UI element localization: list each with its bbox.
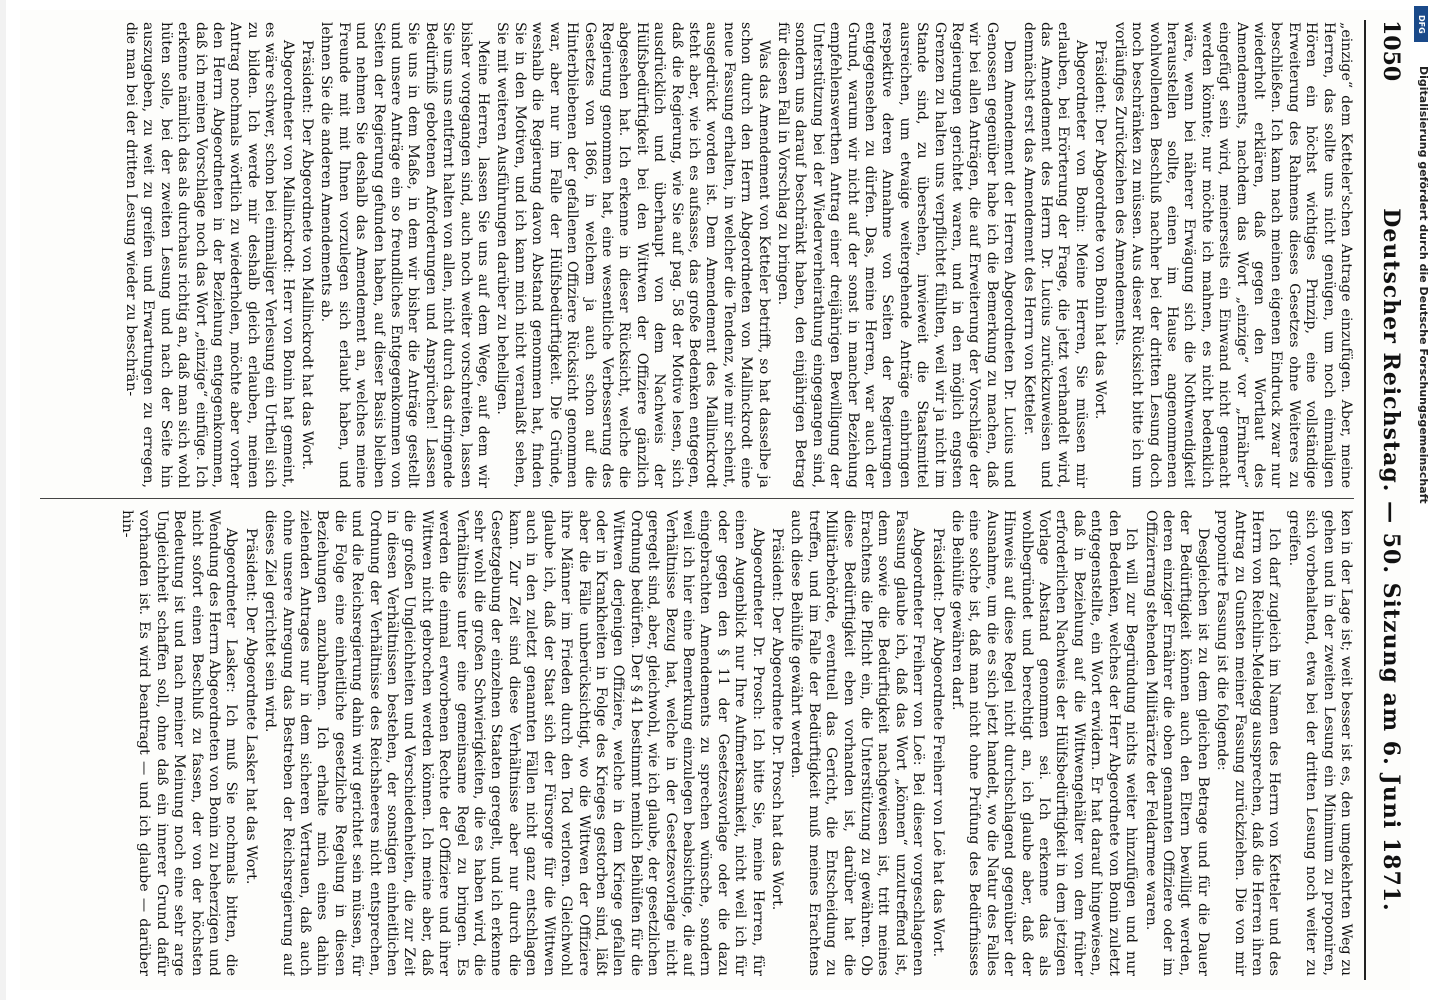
paragraph: Abgeordneter Dr. Prosch: Ich bitte Sie, meine Herren, für einen Augenblick nur Ihre Aufmerksamkeit, nicht weil ich für oder gegen den § 11 der Gesetzesvorlage oder die dazu eingebrachten Amendements zu sprechen wünsche, sondern weil ich hier eine Bemerkung einzulegen beabsichtige, die auf Verhältnisse Bezug hat, welche in der Gesetzesvorlage nicht geregelt sind, aber, gleichwohl, wie ich glaube, der gesetzlichen Ordnung bedürfen. Der § 41 bestimmt nemlich Beihülfen für die Wittwen derjenigen Offiziere, welche in dem Kriege gefallen oder in Krankheiten in Folge des Krieges gestorben sind, läßt aber die Fälle unberücksichtigt, wo die Wittwen der Offiziere ihre Männer im Frieden durch den Tod verloren. Gleichwohl glaube ich, daß der Staat sich der Fürsorge für die Wittwen auch in den zuletzt genannten Fällen nicht ganz entschlagen kann. Zur Zeit sind diese Verhältnisse aber nur durch die Gesetzgebung der einzelnen Staaten geregelt, und ich erkenne sehr wohl die großen Schwierigkeiten, die es haben wird, die Verhältnisse unter eine gemeinsame Regel zu bringen. Es werden die einmal erworbenen Rechte der Offiziere und ihrer Wittwen nicht gebrochen werden können. Ich meine aber, daß die großen Ungleichheiten und Verschiedenheiten, die zur Zeit in diesen Verhältnissen bestehen, der sonstigen einheitlichen Ordnung der Verhältnisse des Reichsheeres nicht entsprechen, und die Reichsregierung dahin wird gerichtet sein müssen, für die Folge eine einheitliche gesetzliche Regelung in diesen Beziehungen anzubahnen. Ich erhalte mich eines dahin zielenden Antrages nur in dem sicheren Vertrauen, daß auch ohne unsere Anregung das Bestreben der Reichsregierung auf dieses Ziel gerichtet sein wird. (262, 510, 766, 976)
credit-text: Digitalisierung gefördert durch die Deutsche Forschungsgemeinschaft (1417, 66, 1430, 504)
paragraph: Präsident: Der Abgeordnete Lasker hat das Wort. (242, 528, 259, 885)
paragraph: Ich darf zugleich im Namen des Herrn von Ketteler und des Herrn von Reichlin-Meldegg aussprechen, daß die Herren ihren Antrag zu Gunsten meiner Fassung zurückziehen. Die von mir proponirte Fassung ist die folgende: (1214, 510, 1283, 976)
digitization-credit (1410, 6, 1432, 991)
paragraph: ken in der Lage ist; weit besser ist es, den umgekehrten Weg zu gehen und in der zweiten Lesung ein Minimum zu proponiren, sich vorbehaltend, etwa bei der dritten Lesung noch weiter zu greifen. (1285, 510, 1354, 976)
paragraph: Abgeordneter Lasker: Ich muß Sie nochmals bitten, die Wendung des Herrn Abgeordneten von Bonin zu beherzigen und nicht sofort einen Beschluß zu fassen, der von der höchsten Bedeutung ist und nach meiner Meinung noch eine sehr arge Ungleichheit schaffen soll, ohne daß ein innerer Grund dafür vorhanden ist. Es wird beantragt — und ich glaube — darüber hin- (118, 510, 240, 976)
paragraph: Präsident: Der Abgeordnete Dr. Prosch hat das Wort. (769, 528, 785, 911)
dfg-logo: DFG (1414, 6, 1428, 42)
left-column (40, 22, 1354, 488)
scan-edge (0, 0, 6, 1000)
paragraph: Präsident: Der Abgeordnete Freiherr von Loë hat das Wort. (929, 528, 946, 958)
paragraph: Abgeordneter von Mallinckrodt: Herr von Bonin hat gemeint, es wäre schwer, schon bei einmaliger Verlesung ein Urtheil sich zu bilden. Ich werde mir deshalb gleich erlauben, meinen Antrag nochmals wörtlich zu wiederholen, möchte aber vorher den Herrn Abgeordneten in der Beziehung entgegenkommen, daß ich meinen Vorschlage noch das Wort „einzige“ einfüge. Ich erkenne nämlich das als durchaus richtig an, daß man sich wohl hüten solle, bei der zweiten Lesung und nach der Seite hin auszugeben, zu weit zu greifen und Erwartungen zu erregen, die man bei der dritten Lesung wieder zu beschrän- (122, 22, 296, 488)
paragraph: Dem Amendement der Herren Abgeordneten Dr. Lucius und Genossen gegenüber habe ich die Bemerkung zu machen, daß wir bei allen Anträgen, die auf Erweiterung der Vorschläge der Regierungen gerichtet waren, und in den möglich engsten Grenzen zu halten uns verpflichtet fühlten, weil wir ja nicht im Stande sind, zu übersehen, inwieweit die Staatsmittel ausreichen, um etwaige weitergehende Anträge einbringen respektive deren Annahme von Seiten der Regierungen entgegensehen zu dürfen. Das, meine Herren, war auch der Grund, warum wir nicht auf der sonst in mancher Beziehung empfehlenswerthen Antrag einer dreijährigen Bewilligung der Unterstützung bei der Wiederverheirathung eingegangen sind, sondern uns darauf beschränkt haben, den einjährigen Betrag für diesen Fall in Vorschlag zu bringen. (775, 22, 1018, 488)
page-title: Deutscher Reichstag. — 50. Sitzung am 6. Juni 1871. (1378, 208, 1404, 912)
paragraph: Präsident: Der Abgeordnete von Bonin hat das Wort. (1092, 40, 1109, 420)
paragraph: Abgeordneter von Bonin: Meine Herren, Sie müssen mir erlauben, bei Erörterung der Frage, die jetzt verhandelt wird, das Amendement des Herrn Dr. Lucius zurückzuweisen und demnächst erst das Amendement des Herrn von Ketteler. (1020, 22, 1089, 488)
paragraph: „einzige“ dem Ketteler'schen Antrage einzufügen. Aber, meine Herren, das sollte uns nicht genügen, um noch einmaligen Hören ein höchst wichtiges Prinzip, eine vollständige Erweiterung des Rahmens dieses Gesetzes ohne Weiteres zu beschließen. Ich kann nach meinen eigenen Eindruck zwar nur wiederholt erklären, daß gegen den Wortlaut des Amendements, nachdem das Wort „einzige“ vor „Ernährer“ eingefügt sein wird, meinerseits ein Einwand nicht gemacht werden könnte; nur möchte ich mahnen, es nicht bedenklich wäre, wenn bei näherer Erwägung sich die Nothwendigkeit herausstellen sollte, einen im Hause angenommenen wohlwollenden Beschluß nachher bei der dritten Lesung doch noch beschränken zu müssen. Aus dieser Rücksicht bitte ich um vorläufiges Zurückziehen des Amendements. (1111, 22, 1354, 488)
right-column (40, 510, 1354, 976)
paragraph: Abgeordneter Freiherr von Loë: Bei dieser vorgeschlagenen Fassung glaube ich, daß das Wort „können“ unzutreffend ist, denn sowie die Bedürftigkeit nachgewiesen ist, tritt meines Erachtens die Pflicht ein, die Unterstützung zu gewähren. Ob diese Bedürftigkeit eben vorhanden ist, darüber hat die Militärbehörde, eventuell das Gericht, die Entscheidung zu treffen, und im Falle der Bedürftigkeit muß meines Erachtens auch diese Beihülfe gewährt werden. (788, 510, 927, 976)
document-page (20, 10, 1410, 990)
paragraph: Was das Amendement von Ketteler betrifft, so hat dasselbe ja schon durch den Herrn Abgeordneten von Mallinckrodt eine neue Fassung erhalten, in welcher die Tendenz, wie mir scheint, ausgedrückt worden ist. Dem Amendement des Mallinckrodt steht aber, wie ich es aufsasse, das große Bedenken entgegen, daß die Regierung, wie Sie auf pag. 58 der Motive lesen, sich ausdrücklich und überhaupt von dem Nachweis der Hülfsbedürftigkeit bei den Wittwen der Offiziere gänzlich abgesehen hat. Ich erkenne in dieser Rücksicht, welche die Regierung genommen hat, eine wesentliche Verbesserung des Gesetzes von 1866, in welchem ja auch schon auf die Hinterbliebenen der gefallenen Offiziere Rücksicht genommen war, aber nur im Falle der Hülfsbedürftigkeit. Die Gründe, weshalb die Regierung davon Abstand genommen hat, finden Sie in den Motiven, und ich kann mich nicht veranlaßt sehen, Sie mit weiteren Ausführungen darüber zu behelligen. (494, 22, 772, 488)
paragraph: Meine Herren, lassen Sie uns auf dem Wege, auf dem wir bisher vorgegangen sind, auch noch weiter vorschreiten, lassen Sie uns uns entfernt halten von allen, nicht durch das dringende Bedürfniß gebotenen Anforderungen und Ansprüchen! Lassen Sie uns in dem Maße, in dem wir bisher die Anträge gestellt und unsere Anträge ein so freundliches Entgegenkommen von Seiten der Regierung gefunden haben, auf dieser Basis bleiben und nehmen Sie deshalb das Amendement an, welches meine Freunde mit mit Ihnen vorzulegen sich erlaubt haben, und lehnen Sie die anderen Amendements ab. (318, 22, 492, 488)
page-header (1364, 20, 1404, 980)
paragraph: Präsident: Der Abgeordnete von Mallinckrodt hat das Wort. (299, 40, 316, 471)
column-divider (40, 498, 1354, 499)
header-rule (1364, 20, 1366, 980)
page-number: 1050 (1378, 20, 1404, 82)
paragraph: Ich will zur Begründung nichts weiter hinzufügen und nur den Bedenken, welches der Herr Abgeordnete von Bonin zuletzt entgegenstellte, ein Wort erwidern. Er hat darauf hingewiesen, daß in Beziehung auf die Wittwengehälter von dem früher erforderlichen Nachweis der Hülfsbedürftigkeit in dem jetzigen Vorlage Abstand genommen sei. Ich erkenne das als wohlbegründet und berechtigt an, ich glaube aber, daß der Hinweis auf diese Regel nicht durchschlagend gegenüber der Ausnahme, um die es sich jetzt handelt, wo die Natur des Falles eine solche ist, daß man nicht ohne Prüfung des Bedürfnisses die Beihülfe gewähren darf. (949, 510, 1140, 976)
paragraph: Desgleichen ist zu dem gleichen Betrage und für die Dauer der Bedürftigkeit können auch den Eltern bewilligt werden, deren einziger Ernährer die oben genannten Offiziere oder im Offizierrang stehenden Militärärzte der Feldarmee waren. (1142, 510, 1211, 976)
